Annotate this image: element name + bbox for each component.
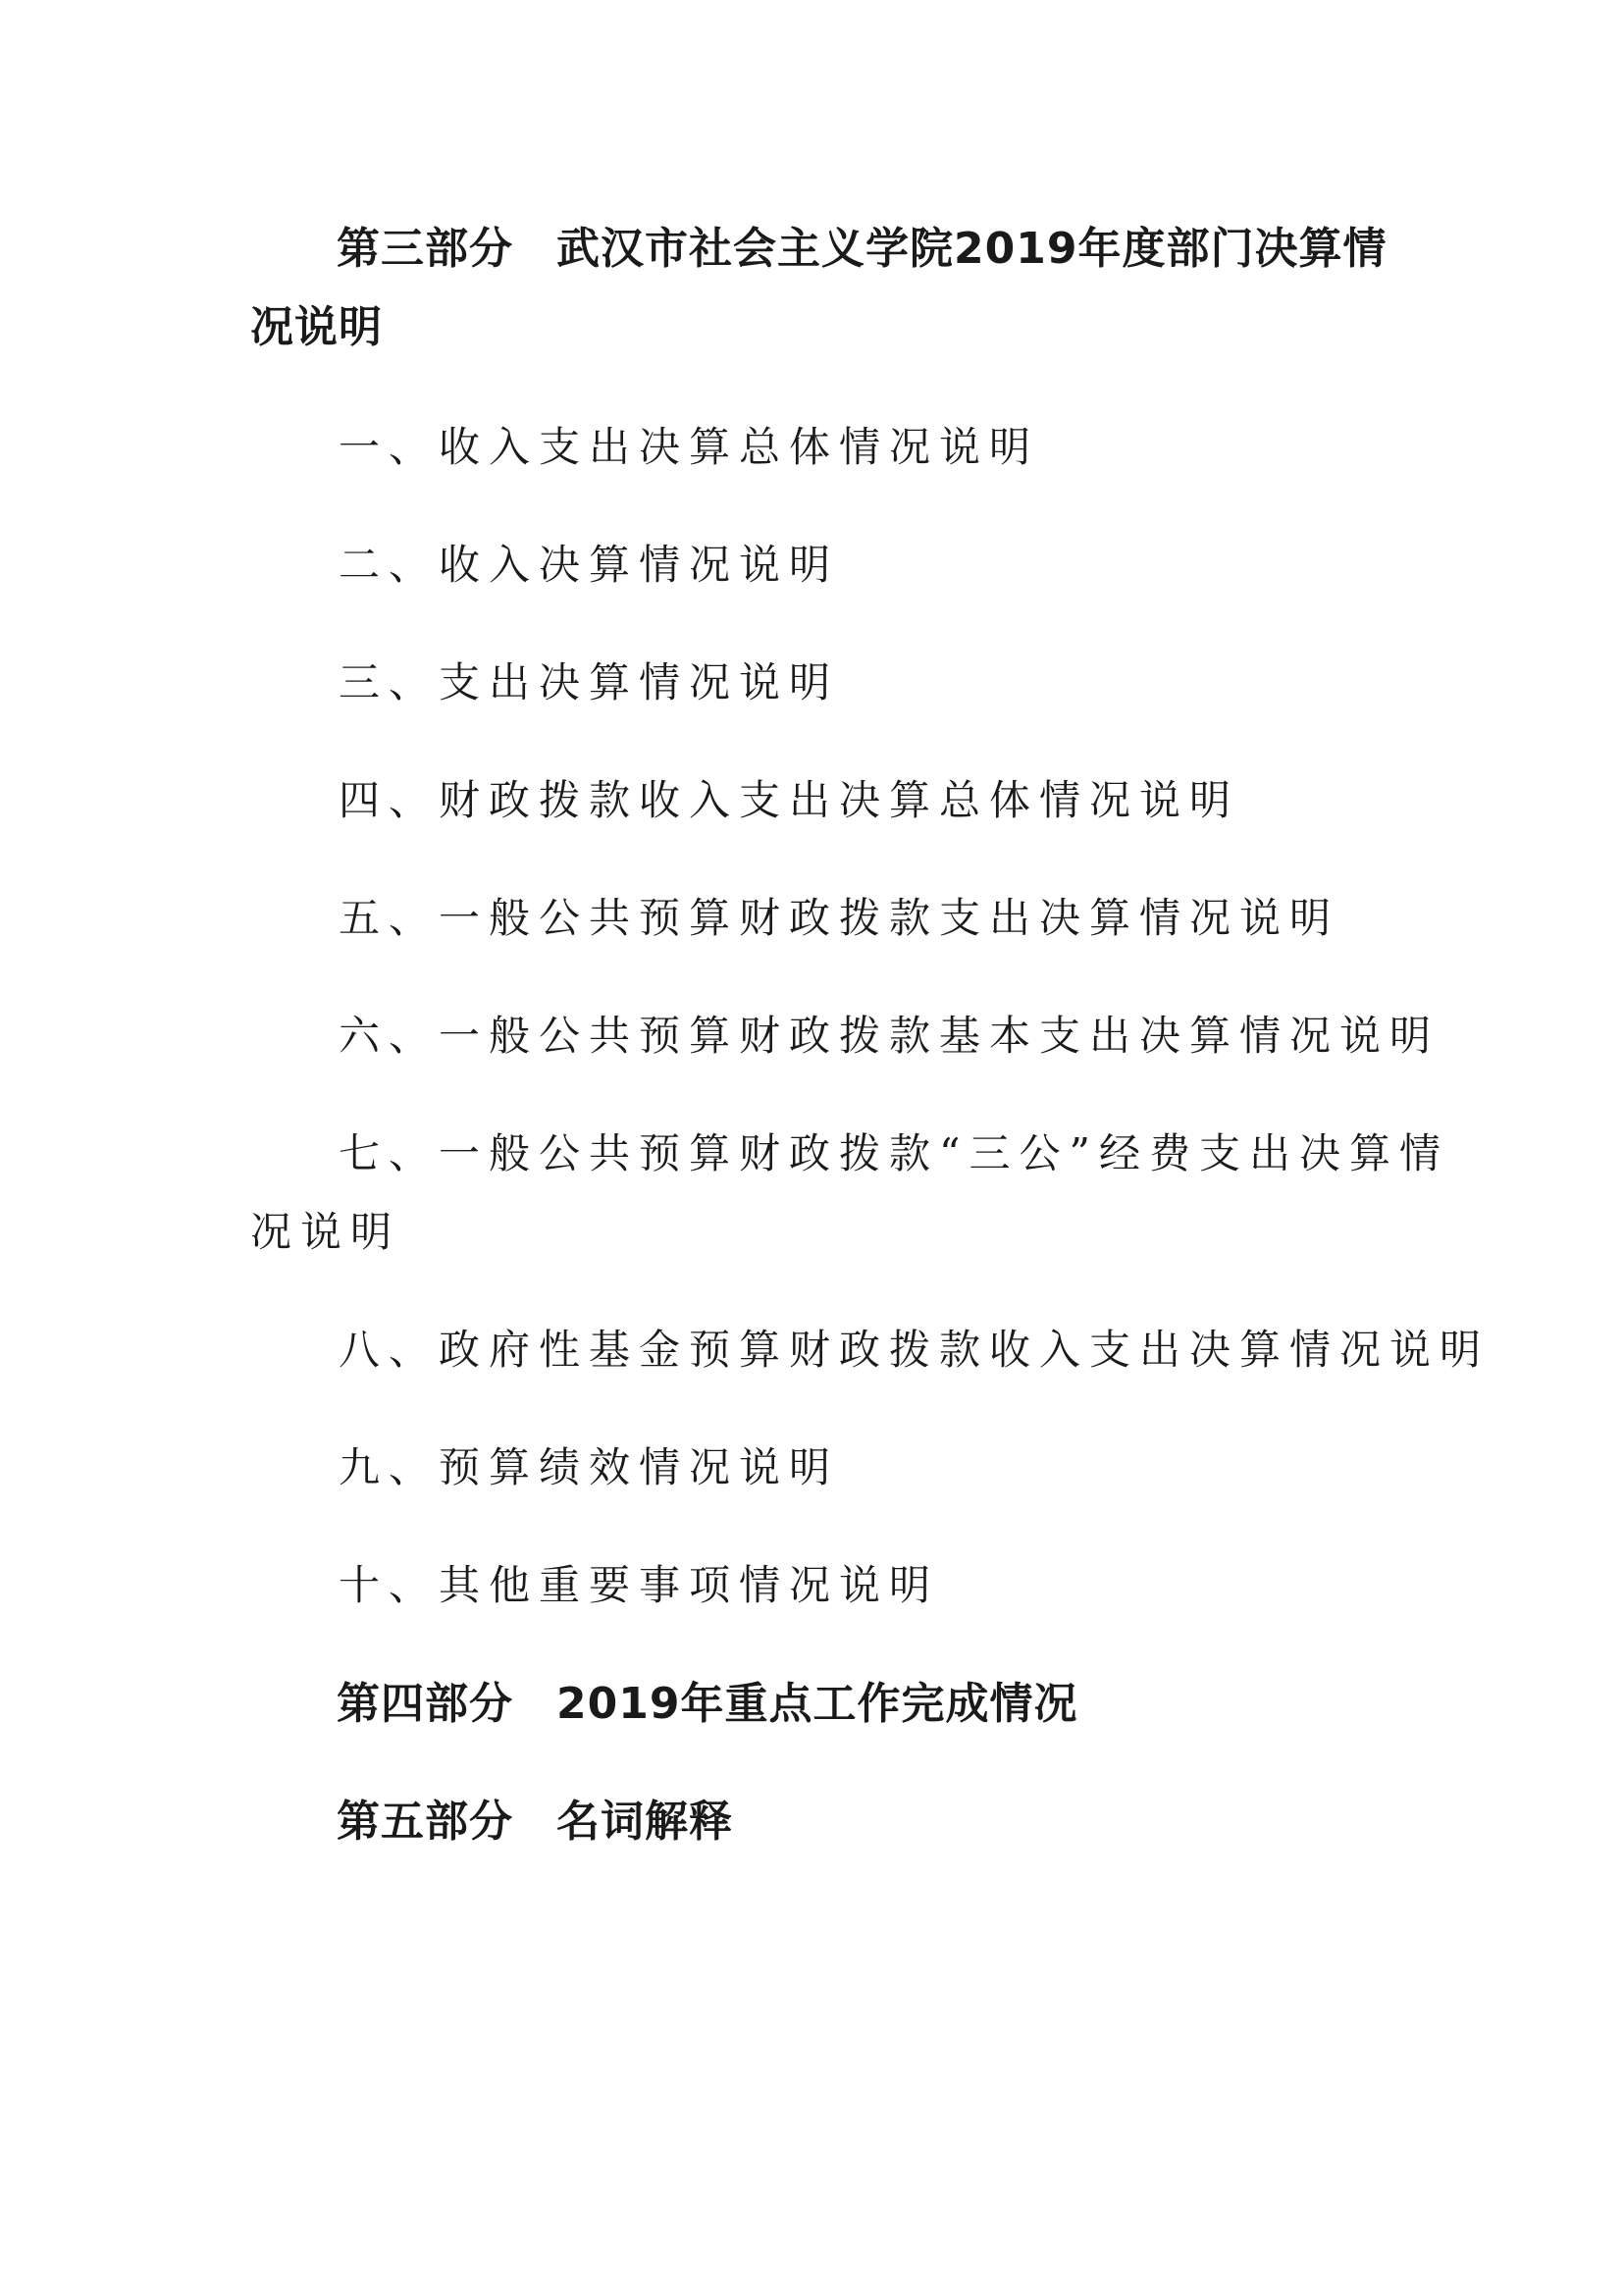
part3-label: 第三部分 (337, 224, 513, 274)
list-item-1: 一、收入支出决算总体情况说明 (339, 423, 1040, 471)
part4-title: 2019年重点工作完成情况 (556, 1679, 1078, 1729)
list-item-10: 十、其他重要事项情况说明 (339, 1561, 940, 1609)
part3-title: 武汉市社会主义学院2019年度部门决算情 (556, 224, 1388, 274)
part5-heading (337, 1797, 733, 1847)
part4-label: 第四部分 (337, 1679, 513, 1729)
part5-title: 名词解释 (556, 1797, 733, 1847)
part5-label: 第五部分 (337, 1797, 513, 1847)
list-item-7-continuation: 况说明 (250, 1208, 401, 1256)
part3-heading (337, 224, 1388, 274)
list-item-3: 三、支出决算情况说明 (339, 658, 840, 706)
list-item-5: 五、一般公共预算财政拨款支出决算情况说明 (339, 894, 1340, 942)
list-item-9: 九、预算绩效情况说明 (339, 1443, 840, 1491)
list-item-7: 七、一般公共预算财政拨款“三公”经费支出决算情 (339, 1129, 1449, 1177)
part3-heading-continuation: 况说明 (250, 302, 383, 352)
list-item-8: 八、政府性基金预算财政拨款收入支出决算情况说明 (339, 1326, 1491, 1374)
list-item-6: 六、一般公共预算财政拨款基本支出决算情况说明 (339, 1012, 1441, 1060)
list-item-2: 二、收入决算情况说明 (339, 541, 840, 589)
list-item-4: 四、财政拨款收入支出决算总体情况说明 (339, 776, 1240, 824)
part4-heading (337, 1679, 1078, 1729)
